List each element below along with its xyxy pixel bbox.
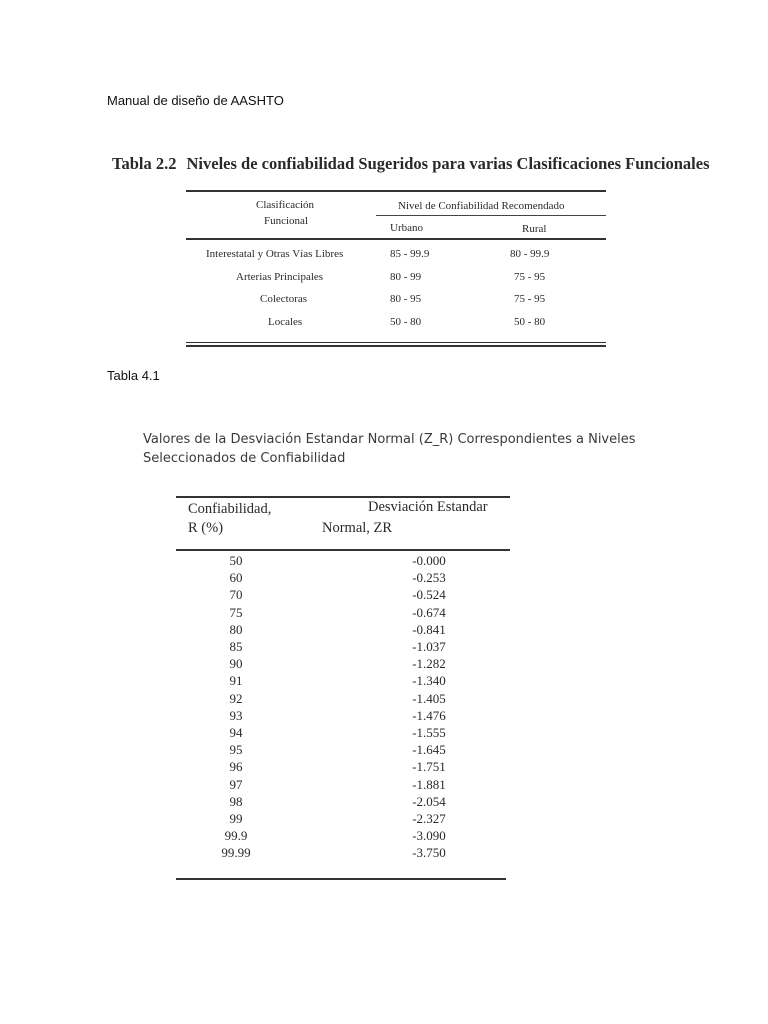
row-9-zr: -1.405	[412, 690, 446, 706]
row-3-zr: -0.524	[412, 587, 446, 603]
row-4-rural: 50 - 80	[514, 316, 546, 328]
row-1-confiabilidad: 50	[229, 553, 243, 568]
row-4-confiabilidad: 75	[229, 604, 243, 620]
document-header: Manual de diseño de AASHTO	[107, 93, 284, 108]
row-13-confiabilidad: 96	[229, 759, 243, 775]
col-header-urbano: Urbano	[390, 222, 423, 234]
row-2-zr: -0.253	[412, 570, 446, 586]
table-top-rule	[186, 190, 606, 192]
row-6-zr: -1.037	[412, 639, 446, 654]
row-15-confiabilidad: 98	[229, 793, 243, 809]
table-4-1-title-line2: Seleccionados de Confiabilidad	[143, 451, 346, 466]
row-9-confiabilidad: 92	[229, 690, 243, 706]
group-header-rule	[376, 215, 606, 216]
row-5-zr: -0.841	[412, 621, 446, 637]
row-8-confiabilidad: 91	[229, 673, 243, 689]
table-2-2	[186, 190, 606, 350]
col-header-confiabilidad-2: R (%)	[188, 520, 224, 536]
row-11-zr: -1.555	[412, 725, 446, 740]
row-18-zr: -3.750	[412, 845, 446, 861]
row-4-clasificacion: Locales	[268, 316, 303, 328]
row-7-confiabilidad: 90	[229, 656, 243, 672]
row-14-zr: -1.881	[412, 776, 446, 792]
row-4-urbano: 50 - 80	[390, 316, 422, 328]
t41-top-rule	[176, 496, 510, 498]
row-17-zr: -3.090	[412, 828, 446, 844]
row-10-zr: -1.476	[412, 707, 446, 723]
row-2-rural: 75 - 95	[514, 271, 546, 283]
row-1-clasificacion: Interestatal y Otras Vías Libres	[206, 248, 344, 260]
row-10-confiabilidad: 93	[229, 707, 243, 723]
col-header-confiabilidad-1: Confiabilidad,	[188, 501, 272, 517]
row-3-confiabilidad: 70	[229, 587, 243, 603]
row-1-rural: 80 - 99.9	[510, 248, 550, 260]
row-14-confiabilidad: 97	[229, 776, 243, 792]
row-1-zr: -0.000	[412, 553, 446, 568]
row-16-confiabilidad: 99	[229, 811, 243, 826]
table-2-2-number: Tabla 2.2	[112, 154, 177, 173]
row-2-urbano: 80 - 99	[390, 271, 422, 283]
table-2-2-title	[112, 154, 710, 174]
table-2-2-caption: Niveles de confiabilidad Sugeridos para varias Clasificaciones Funcionales	[186, 154, 710, 173]
col-header-clasificacion-1: Clasificación	[256, 199, 315, 211]
row-12-zr: -1.645	[412, 742, 446, 758]
row-3-clasificacion: Colectoras	[260, 293, 308, 305]
col-header-desviacion-1: Desviación Estandar	[368, 499, 488, 515]
col-header-clasificacion-2: Funcional	[264, 215, 308, 227]
table-4-1-title	[143, 430, 703, 468]
col-header-rural: Rural	[522, 223, 547, 235]
row-6-confiabilidad: 85	[229, 639, 243, 654]
t41-header-rule	[176, 549, 510, 551]
table-bottom-rule-1	[186, 342, 606, 343]
row-13-zr: -1.751	[412, 759, 446, 775]
row-12-confiabilidad: 95	[229, 742, 243, 758]
row-7-zr: -1.282	[412, 656, 446, 672]
header-bottom-rule	[186, 238, 606, 240]
row-3-urbano: 80 - 95	[390, 293, 422, 305]
table-4-1	[176, 496, 510, 888]
row-17-confiabilidad: 99.9	[224, 828, 248, 844]
row-18-confiabilidad: 99.99	[221, 845, 251, 861]
row-5-confiabilidad: 80	[229, 621, 243, 637]
row-2-clasificacion: Arterias Principales	[236, 271, 324, 283]
row-11-confiabilidad: 94	[229, 725, 243, 740]
table-4-1-label: Tabla 4.1	[107, 368, 160, 383]
t41-bottom-rule	[176, 878, 506, 880]
row-4-zr: -0.674	[412, 604, 446, 620]
table-bottom-rule-2	[186, 345, 606, 347]
row-16-zr: -2.327	[412, 811, 446, 826]
row-8-zr: -1.340	[412, 673, 446, 689]
row-15-zr: -2.054	[412, 793, 446, 809]
row-3-rural: 75 - 95	[514, 293, 546, 305]
table-4-1-title-line1: Valores de la Desviación Estandar Normal (Z_R) Correspondientes a Niveles	[143, 432, 636, 447]
col-header-desviacion-2: Normal, ZR	[322, 520, 393, 536]
row-2-confiabilidad: 60	[229, 570, 243, 586]
col-group-header-nivel: Nivel de Confiabilidad Recomendado	[398, 200, 565, 212]
row-1-urbano: 85 - 99.9	[390, 248, 430, 260]
